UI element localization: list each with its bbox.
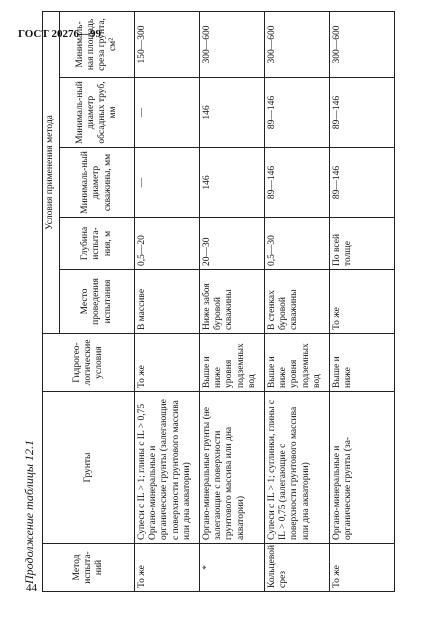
cell-soils: Супеси с IL > 1; глины с IL > 0,75 Органо-минеральные и органические грунты (залегающие с поверхности грунтового массива или дна акватории) bbox=[135, 392, 200, 544]
methods-table bbox=[42, 11, 395, 592]
rotated-table-block bbox=[20, 12, 390, 592]
cell-well-diameter: — bbox=[135, 148, 200, 218]
cell-shear-area: 150—300 bbox=[135, 11, 200, 77]
cell-hydro: Выше и ниже bbox=[330, 334, 395, 392]
cell-method: То же bbox=[330, 544, 395, 592]
table-caption: Продолжение таблицы 12.1 bbox=[22, 439, 36, 584]
table-row bbox=[330, 11, 395, 591]
cell-depth: 20—30 bbox=[200, 218, 265, 270]
cell-place: В массиве bbox=[135, 270, 200, 334]
cell-hydro: Выше и ниже уровня подземных вод bbox=[265, 334, 330, 392]
header-well-diameter: Минималь-ный диаметр скважины, мм bbox=[60, 148, 135, 218]
cell-well-diameter: 89—146 bbox=[330, 148, 395, 218]
header-place: Место проведения испытания bbox=[60, 270, 135, 334]
cell-shear-area: 300—600 bbox=[330, 11, 395, 77]
cell-depth: 0,5—20 bbox=[135, 218, 200, 270]
cell-depth: По всей толще bbox=[330, 218, 395, 270]
cell-shear-area: 300—600 bbox=[265, 11, 330, 77]
header-method: Метод испыта-ний bbox=[43, 544, 135, 592]
cell-pipe-diameter: 146 bbox=[200, 78, 265, 148]
header-hydro: Гидрогео-логические условия bbox=[43, 334, 135, 392]
header-pipe-diameter: Минималь-ный диаметр обсадных труб, мм bbox=[60, 78, 135, 148]
table-row bbox=[265, 11, 330, 591]
header-depth: Глубина испыта-ния, м bbox=[60, 218, 135, 270]
cell-place: Ниже забоя буровой скважины bbox=[200, 270, 265, 334]
header-shear-area: Минималь-ная площадь среза грунта, см² bbox=[60, 11, 135, 77]
page-number: 44 bbox=[26, 582, 37, 594]
cell-soils: Органо-минеральные грунты (не залегающие с поверхности грунтового массива или дна акватории) bbox=[200, 392, 265, 544]
cell-soils: Супеси с IL > 1; суглинки, глины с IL > 0,75 (залегающие с поверхности грунтового массива или дна акватории) bbox=[265, 392, 330, 544]
cell-soils: Органо-минеральные и органические грунты (за- bbox=[330, 392, 395, 544]
cell-well-diameter: 89—146 bbox=[265, 148, 330, 218]
document-header: ГОСТ 20276—99 bbox=[18, 28, 101, 40]
cell-method: То же bbox=[135, 544, 200, 592]
cell-method: * bbox=[200, 544, 265, 592]
header-conditions-group: Условия применения метода bbox=[43, 11, 60, 333]
cell-method: Кольцевой срез bbox=[265, 544, 330, 592]
table-row bbox=[135, 11, 200, 591]
cell-pipe-diameter: — bbox=[135, 78, 200, 148]
cell-pipe-diameter: 89—146 bbox=[330, 78, 395, 148]
cell-depth: 0,5—30 bbox=[265, 218, 330, 270]
table-row bbox=[200, 11, 265, 591]
cell-pipe-diameter: 89—146 bbox=[265, 78, 330, 148]
cell-hydro: Выше и ниже уровня подземных вод bbox=[200, 334, 265, 392]
header-soils: Грунты bbox=[43, 392, 135, 544]
cell-hydro: То же bbox=[135, 334, 200, 392]
cell-place: В стенках буровой скважины bbox=[265, 270, 330, 334]
cell-place: То же bbox=[330, 270, 395, 334]
cell-shear-area: 300—600 bbox=[200, 11, 265, 77]
cell-well-diameter: 146 bbox=[200, 148, 265, 218]
